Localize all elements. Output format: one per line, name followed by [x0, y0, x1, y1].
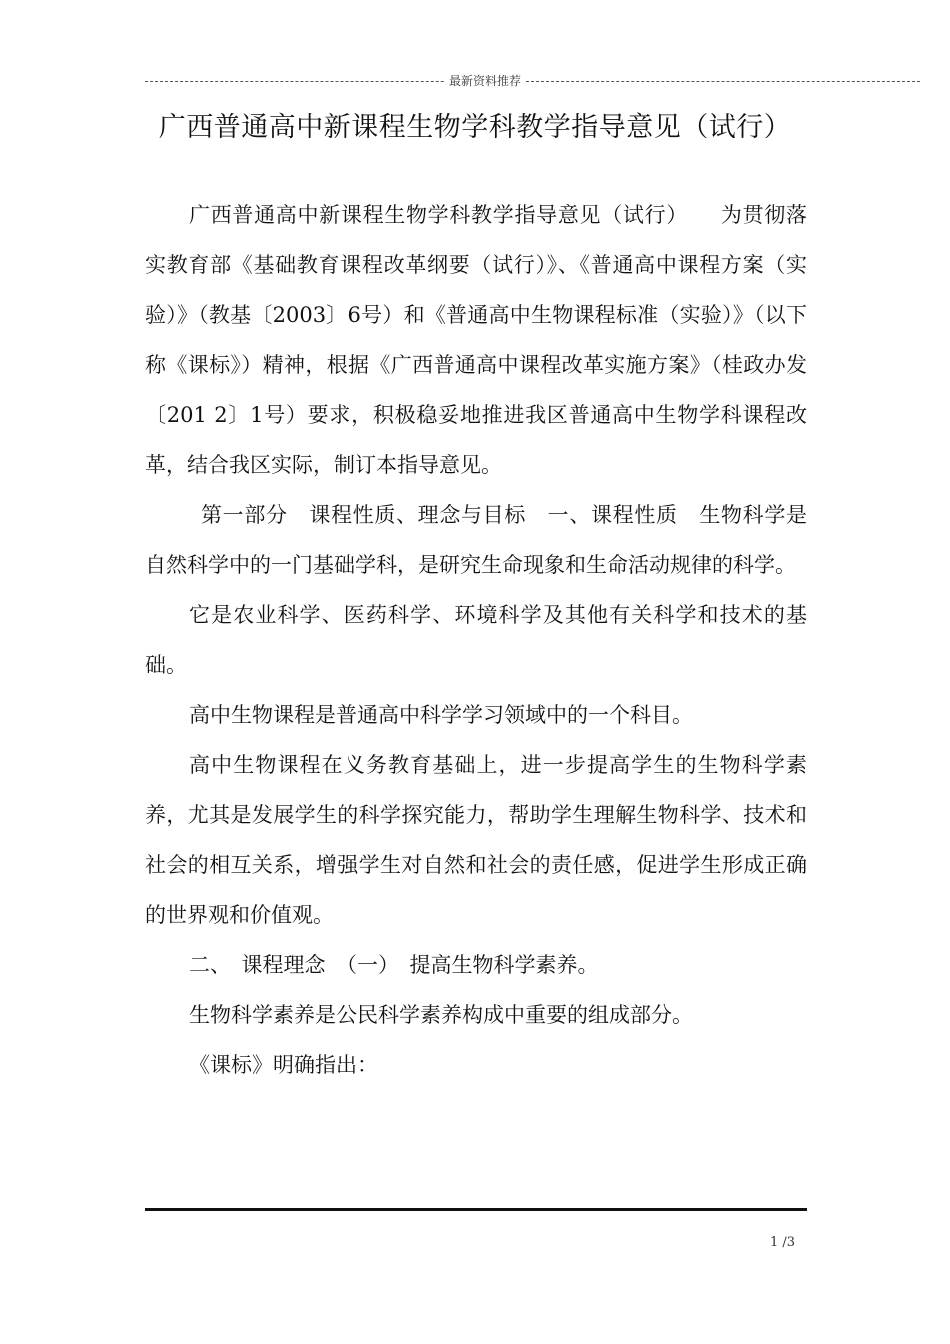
footer-rule — [145, 1208, 807, 1211]
page-number: 1 /3 — [770, 1235, 796, 1250]
paragraph-literacy: 生物科学素养是公民科学素养构成中重要的组成部分。 — [189, 1003, 693, 1027]
document-body — [145, 190, 807, 1090]
document-title: 广西普通高中新课程生物学科教学指导意见（试行） — [158, 112, 792, 143]
paragraph-intro: 广西普通高中新课程生物学科教学指导意见（试行） 为贯彻落实教育部《基础教育课程改革纲要（试行）》、《普通高中课程方案（实验）》（教基〔2003〕6号）和《普通高中生物课程标准（实验）》（以下称《课标》）精神，根据《广西普通高中课程改革实施方案》（桂政办发〔201 2〕1号）要求，积极稳妥地推进我区普通高中生物学科课程改革，结合我区实际，制订本指导意见。 — [145, 203, 807, 477]
paragraph-concept-heading: 二、 课程理念 （一） 提高生物科学素养。 — [189, 953, 599, 977]
header-rule — [145, 81, 920, 82]
paragraph-subject: 高中生物课程是普通高中科学学习领域中的一个科目。 — [189, 703, 693, 727]
paragraph-standard: 《课标》明确指出： — [189, 1053, 378, 1077]
paragraph-part-one: 第一部分 课程性质、理念与目标 一、课程性质 生物科学是自然科学中的一门基础学科，是研究生命现象和生命活动规律的科学。 — [145, 503, 807, 577]
paragraph-goals: 高中生物课程在义务教育基础上，进一步提高学生的生物科学素养，尤其是发展学生的科学探究能力，帮助学生理解生物科学、技术和社会的相互关系，增强学生对自然和社会的责任感，促进学生形成正确的世界观和价值观。 — [145, 753, 807, 927]
header-text: 最新资料推荐 — [445, 72, 525, 90]
paragraph-foundation: 它是农业科学、医药科学、环境科学及其他有关科学和技术的基础。 — [145, 603, 807, 677]
page-header — [145, 72, 920, 90]
